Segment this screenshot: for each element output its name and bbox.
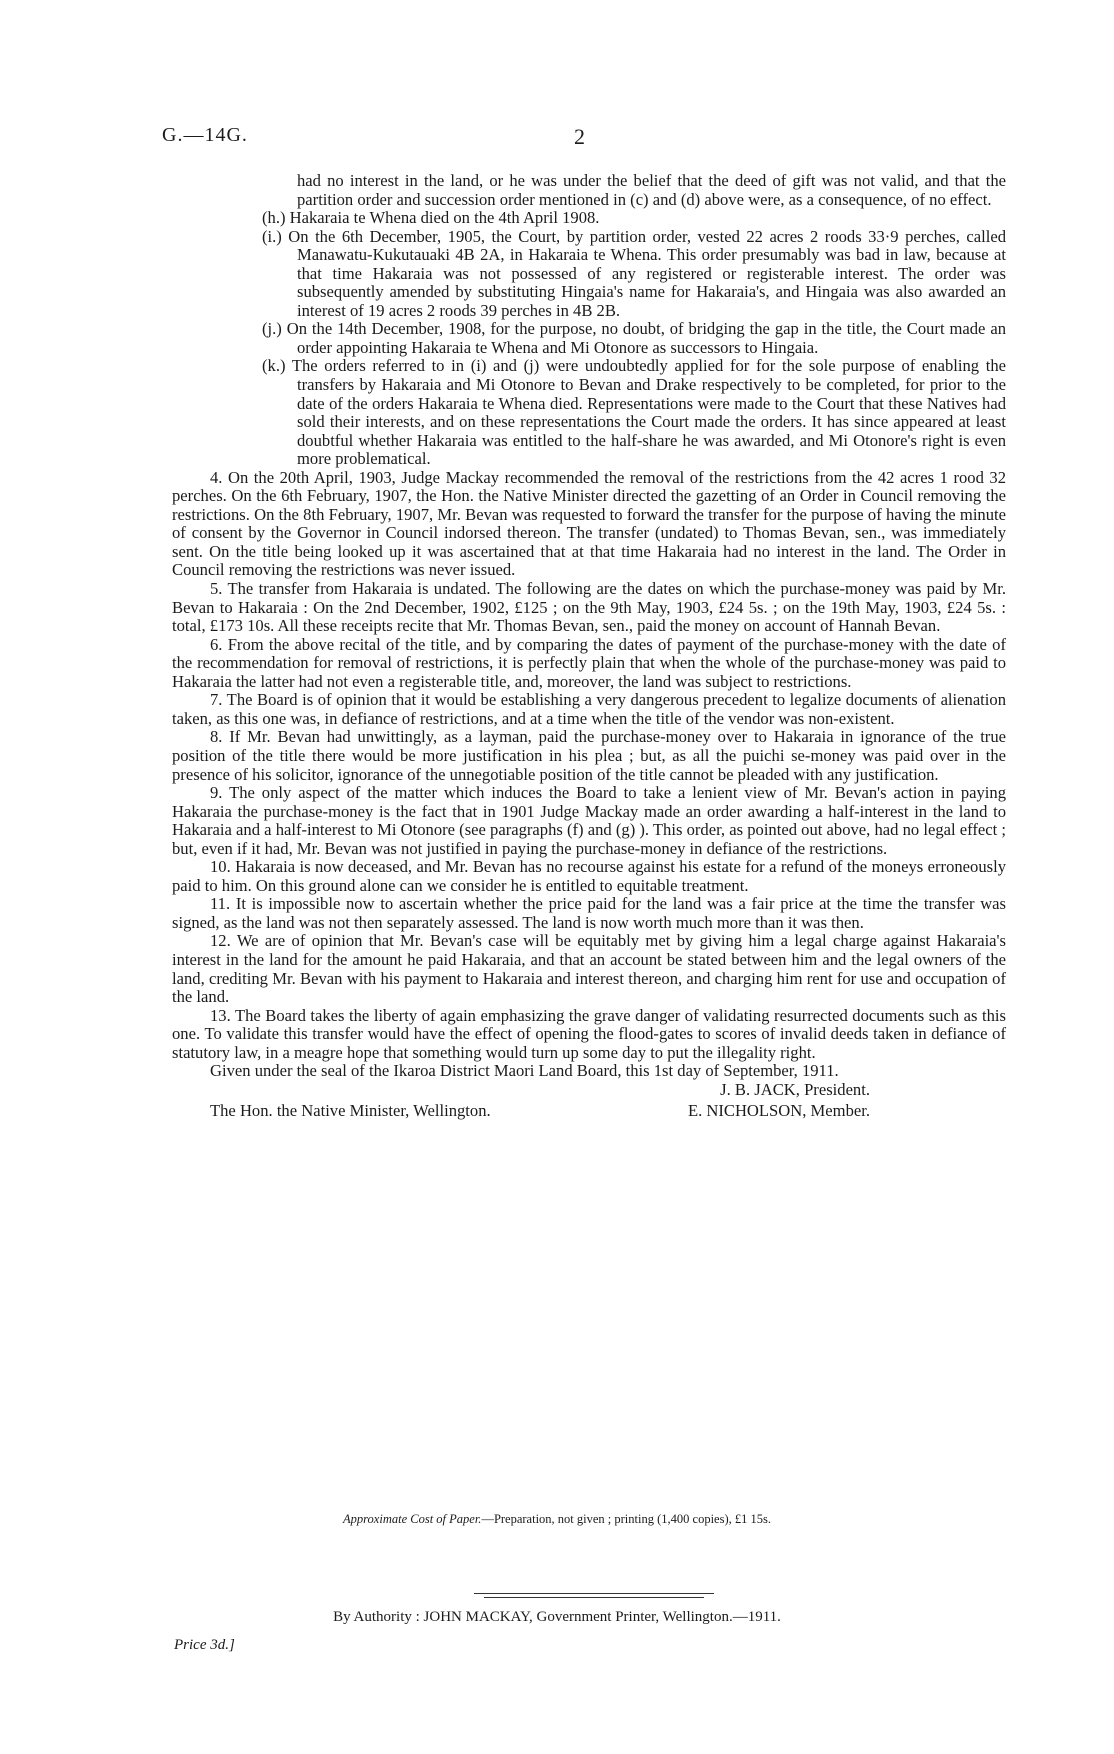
cost-label: Approximate Cost of Paper.	[343, 1512, 482, 1526]
signature-president: J. B. JACK, President.	[720, 1079, 870, 1099]
continuation-paragraph: had no interest in the land, or he was under the belief that the deed of gift was not valid, and that the partition order and succession order mentioned in (c) and (d) above were, as a consequence, of no effect.	[297, 171, 1006, 209]
footer-rule	[474, 1593, 714, 1594]
addressee: The Hon. the Native Minister, Wellington.	[210, 1100, 491, 1120]
given-under-seal: Given under the seal of the Ikaroa District Maori Land Board, this 1st day of September, 1911.	[210, 1061, 839, 1081]
signature-member: E. NICHOLSON, Member.	[687, 1100, 870, 1120]
paragraph-10: 10. Hakaraia is now deceased, and Mr. Bevan has no recourse against his estate for a refund of the moneys erroneously paid to him. On this ground alone can we consider he is entitled to equitable treatment.	[172, 857, 1006, 895]
subclause-h: (h.) Hakaraia te Whena died on the 4th April 1908.	[262, 208, 600, 228]
footer-rule-inner	[484, 1597, 704, 1598]
cost-text: —Preparation, not given ; printing (1,400 copies), £1 15s.	[481, 1512, 771, 1526]
paragraph-11: 11. It is impossible now to ascertain whether the price paid for the land was a fair price at the time the transfer was signed, as the land was not then separately assessed. The land is now worth much more than it was then.	[172, 894, 1006, 932]
printer-authority: By Authority : JOHN MACKAY, Government Printer, Wellington.—1911.	[333, 1609, 781, 1625]
subclause-j: (j.) On the 14th December, 1908, for the purpose, no doubt, of bridging the gap in the title, the Court made an order appointing Hakaraia te Whena and Mi Otonore as successors to Hingaia.	[262, 319, 1006, 357]
body-text	[172, 172, 1006, 1123]
paragraph-12: 12. We are of opinion that Mr. Bevan's case will be equitably met by giving him a legal charge against Hakaraia's interest in the land for the amount he paid Hakaraia, and that an account be stated between him and the legal owners of the land, crediting Mr. Bevan with his payment to Hakaraia and interest thereon, and charging him rent for use and occupation of the land.	[172, 931, 1006, 1007]
paragraph-4: 4. On the 20th April, 1903, Judge Mackay recommended the removal of the restrictions from the 42 acres 1 rood 32 perches. On the 6th February, 1907, the Hon. the Native Minister directed the gazetting of an Order in Council removing the restrictions. On the 8th February, 1907, Mr. Bevan was requested to forward the transfer for the purpose of having the minute of consent by the Governor in Council indorsed thereon. The transfer (undated) to Thomas Bevan, sen., was immediately sent. On the title being looked up it was ascertained that at that time Hakaraia had no interest in the land. The Order in Council removing the restrictions was never issued.	[172, 467, 1006, 580]
paragraph-7: 7. The Board is of opinion that it would be establishing a very dangerous precedent to legalize documents of alienation taken, as this one was, in defiance of restrictions, and at a time when the title of the vendor was non-existent.	[172, 690, 1006, 728]
page-number: 2	[574, 124, 585, 149]
paragraph-6: 6. From the above recital of the title, and by comparing the dates of payment of the purchase-money with the date of the recommendation for removal of restrictions, it is perfectly plain that when the whole of the purchase-money was paid to Hakaraia the latter had not even a registerable title, and, moreover, the land was subject to restrictions.	[172, 634, 1006, 691]
signature-block	[172, 1081, 1006, 1123]
paragraph-8: 8. If Mr. Bevan had unwittingly, as a layman, paid the purchase-money over to Hakaraia in ignorance of the true position of the title there would be more justification in his plea ; but, as all the puichi se-money was paid over in the presence of his solicitor, ignorance of the unnegotiable position of the title cannot be pleaded with any justification.	[172, 727, 1006, 784]
subclause-k: (k.) The orders referred to in (i) and (j) were undoubtedly applied for for the sole purpose of enabling the transfers by Hakaraia and Mi Otonore to Bevan and Drake respectively to be completed, for prior to the date of the orders Hakaraia te Whena died. Representations were made to the Court that these Natives had sold their interests, and on these representations the Court made the orders. It has since appeared at least doubtful whether Hakaraia was entitled to the half-share he was awarded, and Mi Otonore's right is even more problematical.	[262, 356, 1006, 469]
cost-note	[0, 1512, 1114, 1527]
paragraph-9: 9. The only aspect of the matter which induces the Board to take a lenient view of Mr. Bevan's action in paying Hakaraia the purchase-money is the fact that in 1901 Judge Mackay made an order awarding a half-interest in the land to Hakaraia and a half-interest to Mi Otonore (see paragraphs (f) and (g) ). This order, as pointed out above, had no legal effect ; but, even if it had, Mr. Bevan was not justified in paying the purchase-money in defiance of the restrictions.	[172, 783, 1006, 858]
paragraph-5: 5. The transfer from Hakaraia is undated. The following are the dates on which the purchase-money was paid by Mr. Bevan to Hakaraia : On the 2nd December, 1902, £125 ; on the 9th May, 1903, £24 5s. ; on the 19th May, 1903, £24 5s. : total, £173 10s. All these receipts recite that Mr. Thomas Bevan, sen., paid the money on account of Hannah Bevan.	[172, 579, 1006, 636]
paper-reference: G.—14G.	[162, 124, 248, 146]
paragraph-13: 13. The Board takes the liberty of again emphasizing the grave danger of validating resurrected documents such as this one. To validate this transfer would have the effect of opening the flood-gates to scores of invalid deeds taken in defiance of statutory law, in a meagre hope that something would turn up some day to put the illegality right.	[172, 1005, 1006, 1062]
subclause-i: (i.) On the 6th December, 1905, the Court, by partition order, vested 22 acres 2 roods 33·9 perches, called Manawatu-Kukutauaki 4B 2A, in Hakaraia te Whena. This order presumably was bad in law, because at that time Hakaraia was not possessed of any registered or registerable interest. The order was subsequently amended by substituting Hingaia's name for Hakaraia's, and Hingaia was also awarded an interest of 19 acres 2 roods 39 perches in 4B 2B.	[262, 226, 1006, 320]
price-note: Price 3d.]	[174, 1637, 235, 1653]
